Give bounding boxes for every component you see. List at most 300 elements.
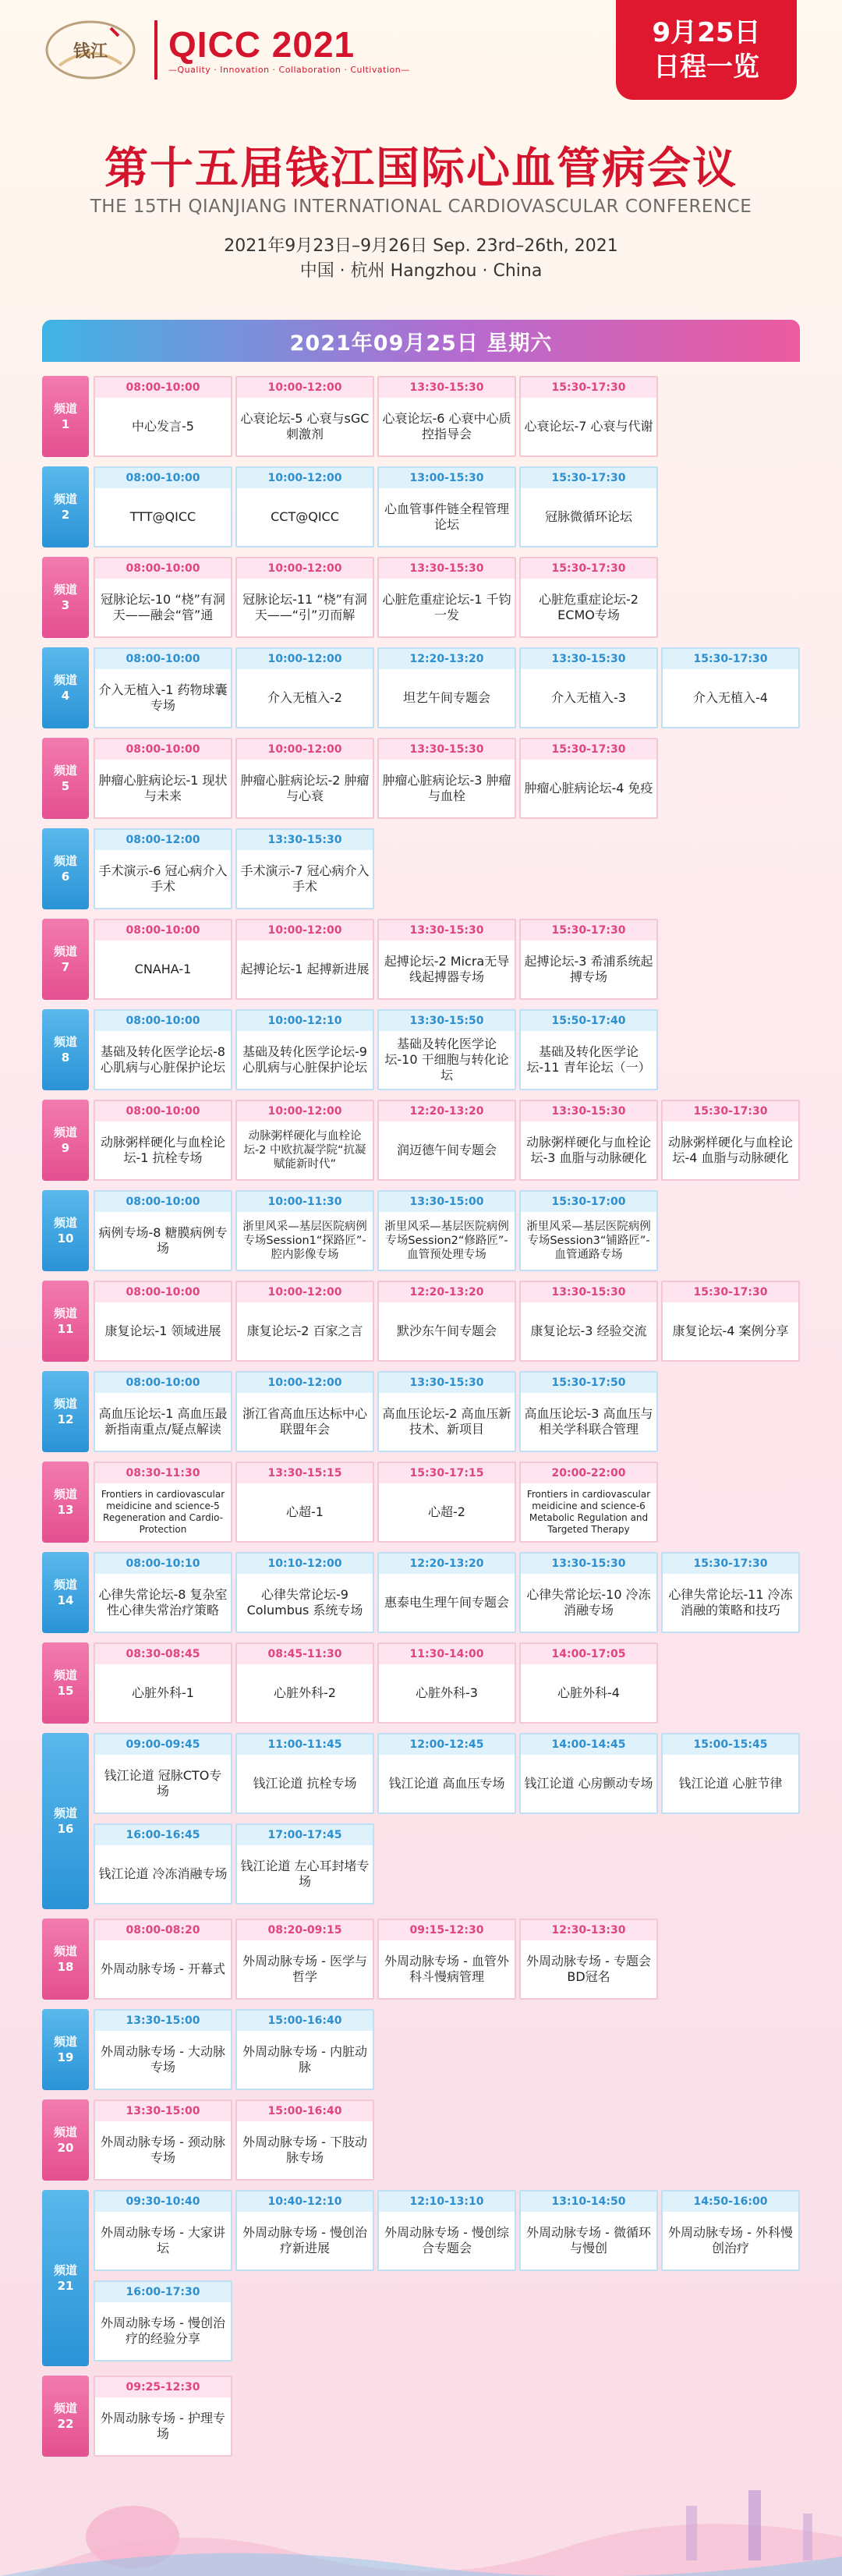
session-name: Frontiers in cardiovascular meidicine and science-6 Metabolic Regulation and Targeted Therapy — [526, 1489, 651, 1535]
session-cell[interactable] — [377, 647, 516, 728]
session-cell[interactable] — [235, 1281, 374, 1362]
session-time: 15:50-17:40 — [521, 1011, 656, 1031]
session-time: 10:00-12:00 — [237, 1282, 373, 1302]
session-cell[interactable] — [235, 828, 374, 909]
logo-title: QICC 2021 — [168, 23, 356, 65]
session-cell[interactable] — [94, 1281, 232, 1362]
session-time: 09:15-12:30 — [379, 1920, 515, 1940]
session-name: CCT@QICC — [271, 509, 339, 524]
session-name: 动脉粥样硬化与血栓论坛-3 血脂与动脉硬化 — [525, 1135, 651, 1165]
channel-row — [42, 1100, 800, 1181]
session-time: 13:30-15:30 — [521, 1101, 656, 1121]
session-cell[interactable] — [519, 1733, 658, 1814]
session-time: 15:30-17:30 — [663, 649, 798, 669]
channel-label: 频道 22 — [42, 2376, 89, 2457]
session-cell[interactable] — [377, 2190, 516, 2271]
session-time: 10:00-12:00 — [237, 558, 373, 579]
session-time: 13:30-15:00 — [95, 2011, 231, 2031]
channel-row — [42, 1919, 800, 2000]
session-time: 13:30-15:30 — [379, 920, 515, 941]
channel-label: 频道 5 — [42, 738, 89, 819]
session-cell[interactable] — [519, 738, 658, 819]
session-time: 10:00-12:00 — [237, 1101, 373, 1121]
session-name: 肿瘤心脏病论坛-3 肿瘤与血栓 — [382, 773, 511, 803]
session-name: 肿瘤心脏病论坛-4 免疫 — [524, 781, 653, 795]
session-name: 外周动脉专场 - 慢创综合专题会 — [384, 2225, 509, 2255]
session-time: 13:30-15:30 — [521, 1554, 656, 1574]
channel-row — [42, 466, 800, 547]
session-time: 10:00-11:30 — [237, 1192, 373, 1212]
session-name: 钱江论道 左心耳封堵专场 — [240, 1858, 370, 1889]
channel-label: 频道 1 — [42, 376, 89, 457]
conference-location: 中国 · 杭州 Hangzhou · China — [299, 261, 543, 281]
session-name: 中心发言-5 — [132, 419, 194, 434]
session-time: 11:30-14:00 — [379, 1644, 515, 1664]
session-cell[interactable] — [235, 738, 374, 819]
channel-label: 频道 11 — [42, 1281, 89, 1362]
session-time: 17:00-17:45 — [237, 1825, 373, 1845]
session-cell[interactable] — [519, 376, 658, 457]
session-name: 冠脉论坛-11 “桡”有洞天——“引”刃而解 — [242, 592, 367, 622]
date-badge-date: 9月25日 — [652, 17, 761, 48]
session-cell[interactable] — [235, 1919, 374, 2000]
session-name: 介入无植入-4 — [693, 690, 768, 705]
channel-row — [42, 2190, 800, 2366]
session-name: 冠脉论坛-10 “桡”有洞天——融会“管”通 — [101, 592, 225, 622]
session-time: 15:30-17:15 — [379, 1463, 515, 1483]
session-name: 钱江论道 冷冻消融专场 — [98, 1866, 228, 1881]
channel-row — [42, 1552, 800, 1633]
session-time: 10:00-12:00 — [237, 739, 373, 760]
session-name: 康复论坛-2 百家之言 — [246, 1323, 363, 1338]
session-cell[interactable] — [235, 2009, 374, 2090]
session-time: 13:30-15:30 — [379, 739, 515, 760]
channel-label: 频道 21 — [42, 2190, 89, 2366]
session-name: 外周动脉专场 - 开幕式 — [101, 1961, 225, 1976]
session-cell[interactable] — [519, 1009, 658, 1090]
session-time: 12:30-13:30 — [521, 1920, 656, 1940]
session-time: 08:00-12:00 — [95, 830, 231, 850]
session-cell[interactable] — [94, 1190, 232, 1271]
session-name: 外周动脉专场 - 护理专场 — [101, 2411, 225, 2441]
channel-row — [42, 1281, 800, 1362]
session-cell[interactable] — [377, 1281, 516, 1362]
session-name: 钱江论道 冠脉CTO专场 — [104, 1768, 222, 1798]
channel-row — [42, 1733, 800, 1909]
session-cell[interactable] — [661, 1552, 800, 1633]
session-time: 13:30-15:30 — [521, 1282, 656, 1302]
session-cell[interactable] — [94, 1552, 232, 1633]
channel-label: 频道 13 — [42, 1462, 89, 1543]
session-time: 13:10-14:50 — [521, 2192, 656, 2212]
session-time: 10:10-12:00 — [237, 1554, 373, 1574]
session-cell[interactable] — [377, 1190, 516, 1271]
channel-label: 频道 9 — [42, 1100, 89, 1181]
session-cell[interactable] — [519, 1462, 658, 1543]
session-time: 15:30-17:30 — [663, 1554, 798, 1574]
session-name: 高血压论坛-2 高血压新技术、新项目 — [382, 1406, 511, 1437]
session-time: 08:30-08:45 — [95, 1644, 231, 1664]
session-name: 基础及转化医学论坛-10 干细胞与转化论坛 — [384, 1036, 509, 1082]
session-name: 心超-1 — [286, 1504, 324, 1519]
session-name: 外周动脉专场 - 微循环与慢创 — [526, 2225, 651, 2255]
session-time: 08:00-10:00 — [95, 1101, 231, 1121]
session-name: 心脏外科-3 — [416, 1685, 478, 1700]
session-time: 13:30-15:30 — [521, 649, 656, 669]
channel-label: 频道 20 — [42, 2099, 89, 2181]
channel-label: 频道 4 — [42, 647, 89, 728]
session-time: 14:00-14:45 — [521, 1734, 656, 1755]
session-time: 08:00-10:00 — [95, 1192, 231, 1212]
session-cell[interactable] — [94, 1371, 232, 1452]
session-name: 手术演示-6 冠心病介入手术 — [98, 863, 228, 894]
channel-row — [42, 1009, 800, 1090]
session-name: 惠泰电生理午间专题会 — [384, 1595, 509, 1610]
channel-label: 频道 2 — [42, 466, 89, 547]
session-time: 13:30-15:30 — [379, 1373, 515, 1393]
session-name: 钱江论道 抗栓专场 — [253, 1776, 357, 1791]
channel-label: 频道 16 — [42, 1733, 89, 1909]
channel-label: 频道 6 — [42, 828, 89, 909]
session-time: 10:40-12:10 — [237, 2192, 373, 2212]
session-name: 心脏危重症论坛-1 千钧一发 — [382, 592, 511, 622]
session-time: 13:30-15:00 — [95, 2101, 231, 2121]
session-time: 13:30-15:30 — [379, 558, 515, 579]
session-time: 08:00-10:00 — [95, 558, 231, 579]
session-cell[interactable] — [519, 557, 658, 638]
day-header: 2021年09月25日 星期六 — [42, 320, 800, 362]
session-time: 15:30-17:30 — [521, 558, 656, 579]
session-time: 08:00-10:00 — [95, 1011, 231, 1031]
session-name: 肿瘤心脏病论坛-2 肿瘤与心衰 — [240, 773, 370, 803]
session-name: 坦艺午间专题会 — [402, 690, 490, 705]
session-cell[interactable] — [235, 376, 374, 457]
session-name: 外周动脉专场 - 血管外科斗慢病管理 — [384, 1954, 509, 1984]
session-time: 08:30-11:30 — [95, 1463, 231, 1483]
session-name: 起搏论坛-1 起搏新进展 — [240, 962, 370, 976]
session-name: 外周动脉专场 - 大动脉专场 — [101, 2044, 225, 2075]
session-cell[interactable] — [377, 1100, 516, 1181]
session-cell[interactable] — [519, 1919, 658, 2000]
session-cell[interactable] — [519, 919, 658, 1000]
channel-row — [42, 1190, 800, 1271]
session-cell[interactable] — [94, 1919, 232, 2000]
session-time: 08:00-10:00 — [95, 377, 231, 398]
session-name: 手术演示-7 冠心病介入手术 — [240, 863, 370, 894]
session-time: 15:30-17:30 — [521, 739, 656, 760]
session-time: 08:00-10:00 — [95, 1373, 231, 1393]
session-name: 肿瘤心脏病论坛-1 现状与未来 — [98, 773, 228, 803]
session-time: 08:00-10:00 — [95, 468, 231, 488]
session-cell[interactable] — [661, 2190, 800, 2271]
session-time: 16:00-16:45 — [95, 1825, 231, 1845]
english-title: THE 15TH QIANJIANG INTERNATIONAL CARDIOVASCULAR CONFERENCE — [90, 197, 752, 217]
session-time: 13:30-15:50 — [379, 1011, 515, 1031]
session-name: TTT@QICC — [129, 509, 196, 524]
session-time: 09:30-10:40 — [95, 2192, 231, 2212]
session-name: 康复论坛-4 案例分享 — [672, 1323, 789, 1338]
session-cell[interactable] — [235, 2099, 374, 2181]
session-time: 10:00-12:00 — [237, 920, 373, 941]
session-name: 冠脉微循环论坛 — [544, 509, 632, 524]
session-cell[interactable] — [377, 1009, 516, 1090]
session-name: 心超-2 — [428, 1504, 465, 1519]
channel-label: 频道 14 — [42, 1552, 89, 1633]
session-cell[interactable] — [235, 466, 374, 547]
channel-label: 频道 12 — [42, 1371, 89, 1452]
session-name: 动脉粥样硬化与血栓论坛-1 抗栓专场 — [100, 1135, 225, 1165]
session-name: 心律失常论坛-10 冷冻消融专场 — [526, 1587, 651, 1618]
conference-seal — [44, 19, 137, 81]
session-cell[interactable] — [519, 1642, 658, 1724]
session-name: 心脏外科-2 — [274, 1685, 336, 1700]
channel-row — [42, 2099, 800, 2181]
session-time: 12:20-13:20 — [379, 1282, 515, 1302]
session-time: 10:00-12:00 — [237, 649, 373, 669]
session-name: 心脏外科-1 — [132, 1685, 194, 1700]
session-time: 12:20-13:20 — [379, 1554, 515, 1574]
session-cell[interactable] — [94, 466, 232, 547]
session-cell[interactable] — [94, 2280, 232, 2362]
channel-label: 频道 10 — [42, 1190, 89, 1271]
session-cell[interactable] — [661, 1100, 800, 1181]
session-cell[interactable] — [519, 1190, 658, 1271]
session-cell[interactable] — [377, 1642, 516, 1724]
channel-row — [42, 1462, 800, 1543]
session-name: 康复论坛-3 经验交流 — [530, 1323, 647, 1338]
session-name: 介入无植入-1 药物球囊专场 — [98, 682, 228, 713]
session-name: 浙里风采—基层医院病例专场Session2“修路匠”-血管预处理专场 — [384, 1221, 509, 1261]
session-cell[interactable] — [94, 2009, 232, 2090]
session-cell[interactable] — [235, 1552, 374, 1633]
session-name: 心脏外科-4 — [557, 1685, 620, 1700]
session-time: 15:30-17:30 — [521, 377, 656, 398]
logo-tagline: —Quality · Innovation · Collaboration · Cultivation— — [168, 64, 410, 75]
session-cell[interactable] — [94, 557, 232, 638]
session-name: 浙江省高血压达标中心联盟年会 — [242, 1406, 367, 1437]
session-cell[interactable] — [235, 1823, 374, 1905]
session-time: 08:00-10:00 — [95, 739, 231, 760]
session-cell[interactable] — [235, 1190, 374, 1271]
session-cell[interactable] — [235, 1462, 374, 1543]
session-time: 14:00-17:05 — [521, 1644, 656, 1664]
session-time: 08:45-11:30 — [237, 1644, 373, 1664]
session-cell[interactable] — [235, 1733, 374, 1814]
session-cell[interactable] — [235, 1009, 374, 1090]
session-name: 浙里风采—基层医院病例专场Session3“铺路匠”-血管通路专场 — [526, 1221, 651, 1261]
channel-row — [42, 919, 800, 1000]
session-time: 13:30-15:00 — [379, 1192, 515, 1212]
session-cell[interactable] — [519, 2190, 658, 2271]
session-cell[interactable] — [94, 1823, 232, 1905]
session-time: 09:25-12:30 — [95, 2377, 231, 2397]
session-time: 08:00-10:00 — [95, 920, 231, 941]
session-cell[interactable] — [519, 1371, 658, 1452]
session-time: 11:00-11:45 — [237, 1734, 373, 1755]
session-name: 高血压论坛-3 高血压与相关学科联合管理 — [524, 1406, 653, 1437]
session-name: 钱江论道 心脏节律 — [678, 1776, 783, 1791]
session-cell[interactable] — [377, 1919, 516, 2000]
session-cell[interactable] — [661, 1733, 800, 1814]
channel-label: 频道 19 — [42, 2009, 89, 2090]
session-cell[interactable] — [94, 1009, 232, 1090]
footer-decoration — [0, 2420, 842, 2576]
session-cell[interactable] — [377, 376, 516, 457]
session-cell[interactable] — [94, 1733, 232, 1814]
session-time: 15:00-16:40 — [237, 2101, 373, 2121]
session-cell[interactable] — [377, 1371, 516, 1452]
session-time: 08:00-10:00 — [95, 1282, 231, 1302]
session-name: 心血管事件链全程管理论坛 — [384, 501, 509, 532]
session-name: 动脉粥样硬化与血栓论坛-2 中欧抗凝学院“抗凝赋能新时代” — [243, 1130, 366, 1171]
session-name: 心律失常论坛-11 冷冻消融的策略和技巧 — [668, 1587, 793, 1618]
session-cell[interactable] — [519, 466, 658, 547]
session-time: 08:00-10:00 — [95, 649, 231, 669]
session-cell[interactable] — [94, 2190, 232, 2271]
session-name: 外周动脉专场 - 颈动脉专场 — [101, 2135, 225, 2165]
session-name: 外周动脉专场 - 外科慢创治疗 — [668, 2225, 793, 2255]
session-name: CNAHA-1 — [134, 962, 192, 976]
date-badge-label: 日程一览 — [653, 51, 759, 83]
session-time: 20:00-22:00 — [521, 1463, 656, 1483]
session-name: 外周动脉专场 - 下肢动脉专场 — [242, 2135, 367, 2165]
session-name: 外周动脉专场 - 大家讲坛 — [101, 2225, 225, 2255]
session-name: 心脏危重症论坛-2 ECMO专场 — [539, 592, 639, 622]
session-name: 润迈德午间专题会 — [396, 1143, 497, 1157]
session-cell[interactable] — [661, 647, 800, 728]
channel-row — [42, 557, 800, 638]
session-cell[interactable] — [235, 2190, 374, 2271]
session-name: 基础及转化医学论坛-11 青年论坛（一） — [526, 1044, 651, 1075]
channel-row — [42, 1371, 800, 1452]
session-time: 15:30-17:30 — [521, 468, 656, 488]
session-cell[interactable] — [235, 919, 374, 1000]
session-time: 10:00-12:00 — [237, 377, 373, 398]
session-name: 心律失常论坛-8 复杂室性心律失常治疗策略 — [98, 1587, 228, 1618]
session-cell[interactable] — [519, 647, 658, 728]
session-cell[interactable] — [94, 828, 232, 909]
session-cell[interactable] — [94, 1100, 232, 1181]
session-name: 外周动脉专场 - 专题会BD冠名 — [526, 1954, 651, 1984]
conference-dates: 2021年9月23日–9月26日 Sep. 23rd–26th, 2021 — [224, 236, 618, 256]
session-time: 10:00-12:00 — [237, 468, 373, 488]
session-cell[interactable] — [94, 376, 232, 457]
session-time: 13:30-15:15 — [237, 1463, 373, 1483]
session-time: 13:30-15:30 — [237, 830, 373, 850]
session-cell[interactable] — [377, 557, 516, 638]
seal-text: 钱江 — [73, 41, 108, 62]
channel-label: 频道 8 — [42, 1009, 89, 1090]
channel-label: 频道 3 — [42, 557, 89, 638]
session-time: 09:00-09:45 — [95, 1734, 231, 1755]
session-cell[interactable] — [377, 1733, 516, 1814]
session-cell[interactable] — [519, 1100, 658, 1181]
channel-row — [42, 647, 800, 728]
session-cell[interactable] — [519, 1552, 658, 1633]
channel-label: 频道 18 — [42, 1919, 89, 2000]
logo-divider — [154, 20, 157, 80]
session-name: 起搏论坛-2 Micra无导线起搏器专场 — [384, 954, 510, 984]
session-name: 动脉粥样硬化与血栓论坛-4 血脂与动脉硬化 — [667, 1135, 793, 1165]
session-name: 起搏论坛-3 希浦系统起搏专场 — [524, 954, 653, 984]
session-cell[interactable] — [235, 1100, 374, 1181]
session-time: 12:10-13:10 — [379, 2192, 515, 2212]
session-name: 基础及转化医学论坛-8 心肌病与心脏保护论坛 — [100, 1044, 225, 1075]
session-cell[interactable] — [94, 647, 232, 728]
session-name: 心衰论坛-6 心衰中心质控指导会 — [382, 411, 511, 441]
session-time: 15:30-17:30 — [663, 1101, 798, 1121]
channel-row — [42, 828, 800, 909]
session-time: 12:20-13:20 — [379, 649, 515, 669]
session-cell[interactable] — [519, 1281, 658, 1362]
session-name: 钱江论道 心房颤动专场 — [524, 1776, 653, 1791]
session-cell[interactable] — [235, 557, 374, 638]
channel-label: 频道 7 — [42, 919, 89, 1000]
page-title: 第十五届钱江国际心血管病会议 — [104, 144, 738, 194]
channel-row — [42, 1642, 800, 1724]
session-name: 基础及转化医学论坛-9 心肌病与心脏保护论坛 — [242, 1044, 367, 1075]
session-cell[interactable] — [235, 1371, 374, 1452]
session-time: 10:00-12:10 — [237, 1011, 373, 1031]
session-cell[interactable] — [94, 1642, 232, 1724]
session-time: 08:20-09:15 — [237, 1920, 373, 1940]
session-cell[interactable] — [94, 2099, 232, 2181]
session-time: 16:00-17:30 — [95, 2282, 231, 2302]
session-name: 外周动脉专场 - 慢创治疗的经验分享 — [101, 2316, 225, 2346]
session-cell[interactable] — [94, 738, 232, 819]
session-name: 心衰论坛-5 心衰与sGC刺激剂 — [240, 411, 370, 441]
session-name: 浙里风采—基层医院病例专场Session1“探路匠”-腔内影像专场 — [242, 1221, 367, 1261]
session-cell[interactable] — [94, 919, 232, 1000]
session-time: 15:00-16:40 — [237, 2011, 373, 2031]
session-cell[interactable] — [377, 1552, 516, 1633]
session-name: 病例专场-8 糖膜病例专场 — [98, 1225, 228, 1256]
session-time: 13:00-15:30 — [379, 468, 515, 488]
session-cell[interactable] — [235, 1642, 374, 1724]
session-time: 12:00-12:45 — [379, 1734, 515, 1755]
header — [0, 0, 842, 328]
date-badge — [616, 0, 797, 100]
session-name: 介入无植入-3 — [551, 690, 626, 705]
channel-row — [42, 376, 800, 457]
session-name: 外周动脉专场 - 内脏动脉 — [242, 2044, 367, 2075]
channel-row — [42, 2009, 800, 2090]
session-time: 08:00-08:20 — [95, 1920, 231, 1940]
session-name: 外周动脉专场 - 医学与哲学 — [242, 1954, 367, 1984]
session-cell[interactable] — [235, 647, 374, 728]
session-name: 心衰论坛-7 心衰与代谢 — [524, 419, 653, 434]
session-time: 15:30-17:30 — [521, 920, 656, 941]
session-time: 10:00-12:00 — [237, 1373, 373, 1393]
session-cell[interactable] — [377, 1462, 516, 1543]
session-name: 心律失常论坛-9 Columbus 系统专场 — [246, 1587, 363, 1618]
session-cell[interactable] — [661, 1281, 800, 1362]
session-time: 15:30-17:00 — [521, 1192, 656, 1212]
session-name: Frontiers in cardiovascular meidicine and science-5 Regeneration and Cardio-Protection — [101, 1489, 225, 1535]
session-time: 14:50-16:00 — [663, 2192, 798, 2212]
session-time: 08:00-10:10 — [95, 1554, 231, 1574]
session-cell[interactable] — [377, 466, 516, 547]
session-name: 外周动脉专场 - 慢创治疗新进展 — [242, 2225, 367, 2255]
session-time: 12:20-13:20 — [379, 1101, 515, 1121]
session-time: 15:30-17:30 — [663, 1282, 798, 1302]
channel-row — [42, 738, 800, 819]
channel-label: 频道 15 — [42, 1642, 89, 1724]
session-cell[interactable] — [377, 919, 516, 1000]
session-cell[interactable] — [377, 738, 516, 819]
session-name: 康复论坛-1 领域进展 — [104, 1323, 221, 1338]
session-cell[interactable] — [94, 1462, 232, 1543]
